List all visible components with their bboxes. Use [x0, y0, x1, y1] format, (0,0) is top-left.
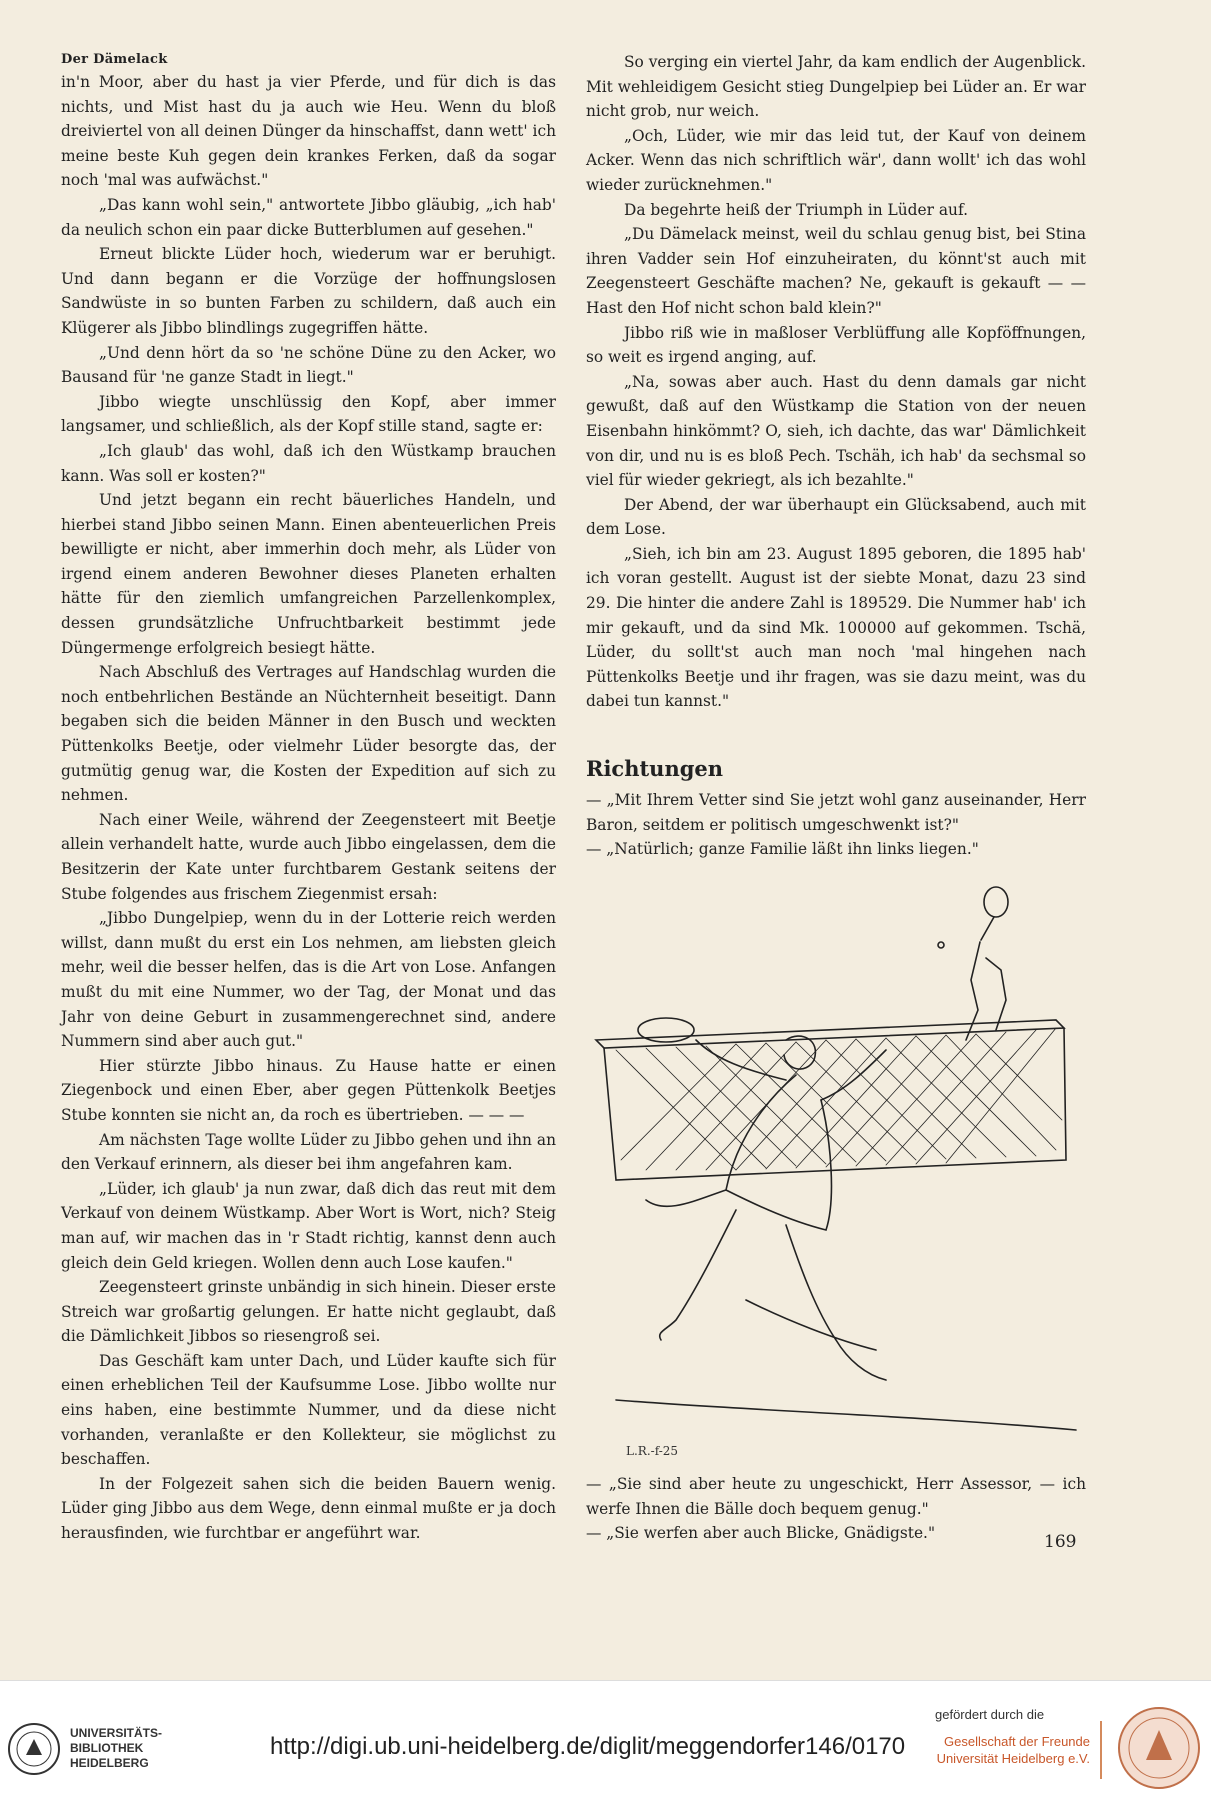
dialog-line: — „Mit Ihrem Vetter sind Sie jetzt wohl ganz auseinander, Herr Baron, seitdem er politisch umgeschwenkt ist?" — [586, 791, 1086, 834]
paragraph: Und jetzt begann ein recht bäuerliches Handeln, und hierbei stand Jibbo seinen Mann. Einen abenteuerlichen Preis bewilligte er nicht, aber immerhin doch mehr, als Lüder von irgend einem anderen Bewohner dieses Planeten erhalten hätte für den ziemlich umfangreichen Parzellenkomplex, dessen grundsätzliche Unfruchtbarkeit bestimmt jede Düngermenge erfolgreich besiegt hätte. — [61, 491, 556, 657]
page-number: 169 — [1044, 1532, 1077, 1552]
library-name-line: BIBLIOTHEK — [70, 1741, 144, 1755]
permalink-url[interactable]: http://digi.ub.uni-heidelberg.de/diglit/meggendorfer146/0170 — [270, 1733, 906, 1760]
library-name-line: HEIDELBERG — [70, 1756, 149, 1770]
caption — [586, 1472, 1086, 1546]
society-name-line: Universität Heidelberg e.V. — [936, 1751, 1090, 1766]
footer-divider — [1100, 1721, 1102, 1779]
caption-line: — „Sie sind aber heute zu ungeschickt, Herr Assessor, — ich werfe Ihnen die Bälle doch bequem genug." — [586, 1475, 1086, 1518]
paragraph: Nach einer Weile, während der Zeegensteert mit Beetje allein verhandelt hatte, wurde auch Jibbo eingelassen, dem die Besitzerin der Kate unter furchtbarem Gestank seitens der Stube folgendes aus frischem Ziegenmist ersah: — [61, 810, 556, 903]
right-column — [586, 50, 1086, 862]
dialog-line: — „Natürlich; ganze Familie läßt ihn links liegen." — [586, 840, 979, 859]
left-column — [61, 50, 556, 1546]
running-head: Der Dämelack — [61, 52, 168, 67]
paragraph: Jibbo riß wie in maßloser Verblüffung alle Kopföffnungen, so weit es irgend anging, auf. — [586, 323, 1086, 367]
paragraph: „Na, sowas aber auch. Hast du denn damals gar nicht gewußt, daß auf den Wüstkamp die Station von der neuen Eisenbahn hinkömmt? O, sieh, ich dachte, das war' Dämlichkeit von dir, und nu is es bloß Pech. Tschäh, ich hab' da sechsmal so viel für wieder gekriegt, als ich bezahlte." — [586, 372, 1086, 490]
tennis-illustration — [586, 870, 1086, 1460]
paragraph: in'n Moor, aber du hast ja vier Pferde, und für dich is das nichts, und Mist hast du ja auch wie Heu. Wenn du bloß dreiviertel von all deinen Dünger da hinschaffst, dann wett' ich meine beste Kuh gegen dein krankes Ferken, daß da sogar noch 'mal was aufwächst." — [61, 73, 556, 190]
paragraph: Da begehrte heiß der Triumph in Lüder auf. — [624, 200, 969, 219]
paragraph: Jibbo wiegte unschlüssig den Kopf, aber immer langsamer, und schließlich, als der Kopf stille stand, sagte er: — [61, 392, 556, 436]
paragraph: „Das kann wohl sein," antwortete Jibbo gläubig, „ich hab' da neulich schon ein paar dicke Butterblumen auf gesehen." — [61, 195, 556, 239]
paragraph: Am nächsten Tage wollte Lüder zu Jibbo gehen und ihn an den Verkauf erinnern, als dieser bei ihm angefahren kam. — [61, 1130, 556, 1174]
paragraph: Zeegensteert grinste unbändig in sich hinein. Dieser erste Streich war großartig gelungen. Er hatte nicht geglaubt, daß die Dämlichkeit Jibbos so riesengroß sei. — [61, 1278, 556, 1346]
paragraph: „Sieh, ich bin am 23. August 1895 geboren, die 1895 hab' ich voran gestellt. August ist der siebte Monat, dazu 23 sind 29. Die hinter die andere Zahl is 189529. Die Nummer hab' ich mir gekauft, und da sind Mk. 100000 auf gekommen. Tschä, Lüder, du sollt'st auch man noch 'mal hingehen nach Püttenkolks Beetje und ihr fragen, was sie dazu meint, was du dabei tun kannst." — [586, 544, 1086, 711]
paragraph: Der Abend, der war überhaupt ein Glücksabend, auch mit dem Lose. — [586, 495, 1086, 539]
paragraph: „Jibbo Dungelpiep, wenn du in der Lotterie reich werden willst, dann mußt du erst ein Los nehmen, am liebsten gleich mehr, weil die besser helfen, das is die Art von Lose. Anfangen mußt du mit eine Nummer, wo der Tag, der Monat und das Jahr von deine Geburt in zusammengerechnet sind, andere Nummern sind aber auch gut." — [61, 909, 556, 1051]
library-name-line: UNIVERSITÄTS- — [70, 1726, 163, 1740]
caption-line: — „Sie werfen aber auch Blicke, Gnädigste." — [586, 1524, 936, 1543]
section-title: Richtungen — [586, 756, 724, 782]
footer-bar — [0, 1680, 1211, 1798]
paragraph: So verging ein viertel Jahr, da kam endlich der Augenblick. Mit wehleidigem Gesicht stieg Dungelpiep bei Lüder an. Er war nicht grob, nur weich. — [586, 53, 1086, 121]
paragraph: „Ich glaub' das wohl, daß ich den Wüstkamp brauchen kann. Was soll er kosten?" — [61, 441, 556, 485]
society-name — [925, 1733, 1090, 1767]
society-name-line: Gesellschaft der Freunde — [944, 1734, 1090, 1749]
paragraph: „Lüder, ich glaub' ja nun zwar, daß dich das reut mit dem Verkauf von deinem Wüstkamp. Aber Wort is Wort, nich? Steig man auf, wir machen das in 'r Stadt richtig, kannst denn auch gleich dein Geld kriegen. Wollen denn auch Lose kaufen." — [61, 1179, 556, 1272]
paragraph: „Och, Lüder, wie mir das leid tut, der Kauf von deinem Acker. Wenn das nich schriftlich wär', dann wollt' ich das wohl wieder zurücknehmen." — [586, 126, 1086, 194]
funded-by-label: gefördert durch die — [935, 1707, 1045, 1722]
paragraph: Das Geschäft kam unter Dach, und Lüder kaufte sich für einen erheblichen Teil der Kaufsumme Lose. Jibbo wollte nur eins haben, eine bestimmte Nummer, und da diese nicht vorhanden, veranlaßte er den Kollekteur, sie möglichst zu beschaffen. — [61, 1351, 556, 1469]
university-library-seal-icon — [6, 1721, 62, 1777]
library-name — [70, 1726, 162, 1771]
paragraph: Nach Abschluß des Vertrages auf Handschlag wurden die noch entbehrlichen Bestände an Nüchternheit beseitigt. Dann begaben sich die beiden Männer in den Busch und weckten Püttenkolks Beetje, oder vielmehr Lüder besorgte das, der gutmütig genug war, die Kosten der Expedition auf sich zu nehmen. — [61, 663, 556, 805]
paragraph: „Und denn hört da so 'ne schöne Düne zu den Acker, wo Bausand für 'ne ganze Stadt in liegt." — [61, 343, 556, 387]
paragraph: „Du Dämelack meinst, weil du schlau genug bist, bei Stina ihren Vadder sein Hof einzuheiraten, du könnt'st auch mit Zeegensteert Geschäfte machen? Ne, gekauft is gekauft — — Hast den Hof nicht schon bald klein?" — [586, 225, 1086, 317]
society-seal-icon — [1116, 1705, 1202, 1791]
artist-signature: L.R.-f-25 — [626, 1444, 679, 1458]
paragraph: In der Folgezeit sahen sich die beiden Bauern wenig. Lüder ging Jibbo aus dem Wege, denn einmal mußte er ja doch herausfinden, wie furchtbar er angeführt war. — [61, 1474, 556, 1543]
paragraph: Hier stürzte Jibbo hinaus. Zu Hause hatte er einen Ziegenbock und einen Eber, aber gegen Püttenkolk Beetjes Stube konnten sie nicht an, da roch es übertrieben. — — — — [61, 1056, 556, 1124]
paragraph: Erneut blickte Lüder hoch, wiederum war er beruhigt. Und dann begann er die Vorzüge der hoffnungslosen Sandwüste in so bunten Farben zu schildern, daß auch ein Klügerer als Jibbo blindlings zugegriffen hätte. — [61, 245, 556, 337]
